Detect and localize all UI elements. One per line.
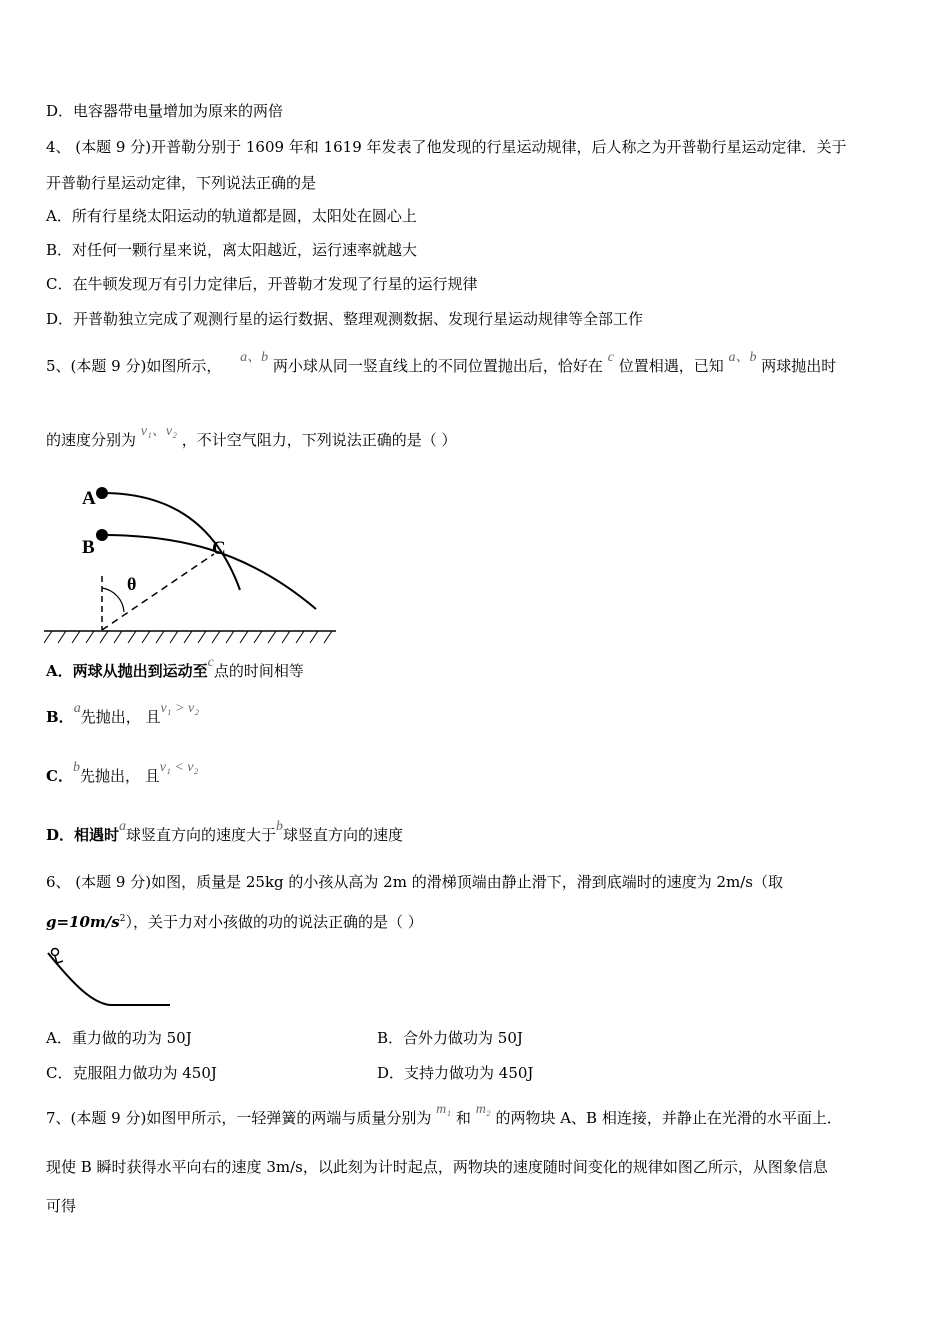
- q4-option-d: D．开普勒独立完成了观测行星的运行数据、整理观测数据、发现行星运动规律等全部工作: [46, 310, 644, 328]
- q5-option-a-text2: 点的时间相等: [213, 662, 304, 680]
- q7-stem-part1: 7、(本题 9 分)如图甲所示，一轻弹簧的两端与质量分别为: [46, 1109, 432, 1127]
- q5-option-d-symbol-b: b: [276, 819, 284, 834]
- q5-stem-line1: [46, 350, 837, 378]
- q7-stem-line3: 可得: [46, 1197, 77, 1215]
- q4-option-c: C．在牛顿发现万有引力定律后，开普勒才发现了行星的运行规律: [46, 275, 478, 293]
- ball-a: [96, 487, 108, 499]
- q6-option-d: D．支持力做功为 450J: [377, 1064, 534, 1082]
- q6-slide-figure: [44, 945, 174, 1011]
- q5-option-d-text3: 球竖直方向的速度: [283, 826, 404, 844]
- q7-stem-part3: 的两物块 A、B 相连接，并静止在光滑的水平面上．: [495, 1109, 842, 1127]
- q6-option-b: B．合外力做功为 50J: [377, 1029, 523, 1047]
- q7-stem-part2: 和: [455, 1109, 471, 1127]
- q5-option-a-symbol: c: [207, 655, 214, 670]
- q5-option-c-text: 先抛出， 且: [79, 767, 160, 785]
- q4-stem-line2: 开普勒行星运动定律，下列说法正确的是: [46, 174, 317, 192]
- q6-gravity: g=10m/s: [46, 913, 120, 931]
- q3-option-d: D．电容器带电量增加为原来的两倍: [46, 102, 284, 120]
- q5-option-d: [46, 819, 404, 847]
- q5-stem-part5: 的速度分别为: [46, 431, 137, 449]
- q5-stem-part1: 5、(本题 9 分)如图所示，: [46, 357, 222, 375]
- trajectory-b: [102, 535, 316, 609]
- q5-option-c-symbol: b: [72, 760, 80, 775]
- label-theta: θ: [127, 574, 137, 594]
- q6-stem-text: ），关于力对小孩做的功的说法正确的是（ ）: [125, 913, 423, 931]
- ball-b: [96, 529, 108, 541]
- q5-symbol-v1v2: v₁、v₂: [140, 424, 177, 439]
- q4-option-a: A．所有行星绕太阳运动的轨道都是圆，太阳处在圆心上: [46, 207, 417, 225]
- label-a: A: [82, 488, 96, 509]
- q5-stem-part4: 两球抛出时: [761, 357, 837, 375]
- q6-stem-line1: 6、 (本题 9 分)如图，质量是 25kg 的小孩从高为 2m 的滑梯顶端由静止滑下，滑到底端时的速度为 2m/s（取: [46, 873, 784, 891]
- q4-stem-line1: 4、 (本题 9 分)开普勒分别于 1609 年和 1619 年发表了他发现的行星运动规律，后人称之为开普勒行星运动定律．关于: [46, 138, 847, 156]
- q5-option-c: [46, 760, 199, 788]
- diagonal-dashed-line: [102, 554, 214, 630]
- q5-stem-part3: 位置相遇，已知: [618, 357, 724, 375]
- ground-hatching: [44, 631, 332, 643]
- q5-symbol-c: c: [607, 350, 614, 365]
- q5-option-d-text2: 球竖直方向的速度大于: [126, 826, 277, 844]
- q5-option-c-relation: v₁ < v₂: [159, 760, 199, 775]
- q5-option-b-text: 先抛出， 且: [80, 708, 161, 726]
- q5-option-b-symbol: a: [73, 701, 81, 716]
- q5-option-c-label: C．: [46, 767, 73, 785]
- q5-option-b-label: B．: [46, 708, 74, 726]
- q6-gravity-exponent: 2: [119, 914, 126, 924]
- q5-projectile-figure: [44, 478, 339, 648]
- child-body: [55, 956, 63, 963]
- child-head: [52, 949, 59, 956]
- q6-option-c: C．克服阻力做功为 450J: [46, 1064, 217, 1082]
- q7-stem-line1: [46, 1102, 842, 1130]
- q6-stem-line2: [46, 909, 423, 932]
- q6-option-a: A．重力做的功为 50J: [46, 1029, 192, 1047]
- q5-stem-part2: 两小球从同一竖直线上的不同位置抛出后，恰好在: [272, 357, 603, 375]
- angle-arc: [102, 588, 124, 612]
- q4-option-b: B．对任何一颗行星来说，离太阳越近，运行速率就越大: [46, 241, 418, 259]
- q5-option-a-text1: A．两球从抛出到运动至: [46, 662, 208, 680]
- q5-option-b: [46, 701, 200, 729]
- q5-symbol-ab-2: a、b: [728, 350, 757, 365]
- q7-symbol-m1: m₁: [436, 1102, 452, 1117]
- q5-option-b-relation: v₁ > v₂: [160, 701, 200, 716]
- slide-curve: [48, 953, 170, 1005]
- q5-stem-line2: [46, 424, 457, 452]
- label-c: C: [212, 538, 226, 559]
- label-b: B: [82, 537, 95, 558]
- q5-option-d-text1: D．相遇时: [46, 826, 120, 844]
- q7-symbol-m2: m₂: [475, 1102, 491, 1117]
- q5-stem-part6: ，不计空气阻力，下列说法正确的是（ ）: [181, 431, 457, 449]
- q5-option-a: [46, 655, 304, 683]
- q5-option-d-symbol-a: a: [119, 819, 127, 834]
- q7-stem-line2: 现使 B 瞬时获得水平向右的速度 3m/s，以此刻为计时起点，两物块的速度随时间变化的规律如图乙所示，从图象信息: [46, 1158, 828, 1176]
- q5-symbol-ab: a、b: [240, 350, 269, 365]
